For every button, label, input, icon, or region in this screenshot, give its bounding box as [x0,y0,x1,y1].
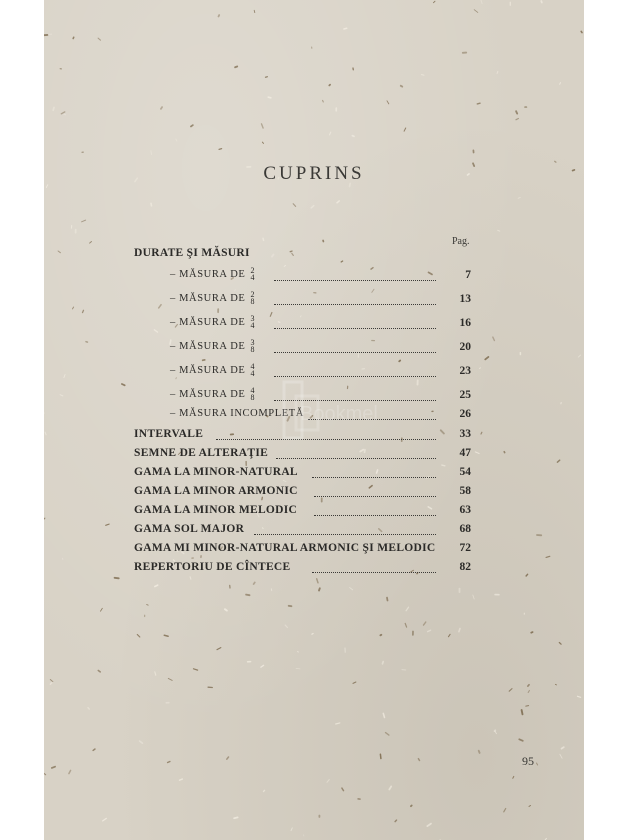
paper-speck [485,357,488,360]
paper-speck [424,622,426,625]
paper-speck [477,103,480,104]
toc-leader-dots [274,310,436,329]
toc-page-number: 25 [459,389,471,401]
time-signature: 2 4 [250,265,256,282]
toc-label: GAMA LA MINOR-NATURAL [134,466,298,478]
paper-speck [234,817,238,818]
toc-page-number: 68 [459,523,471,535]
toc-page-number: 63 [459,504,471,516]
paper-speck [161,107,162,109]
paper-speck [323,100,324,102]
paper-speck [235,67,237,68]
paper-speck [562,747,564,749]
paper-speck [151,151,152,155]
paper-speck [459,629,460,632]
paper-speck [50,680,53,682]
paper-speck [176,139,177,141]
paper-speck [50,682,52,684]
toc-label: – MĂSURA DE 2 4 [170,265,256,282]
toc-label: – MĂSURA DE 3 8 [170,337,256,354]
time-signature: 4 4 [250,361,256,378]
toc-label: – MĂSURA INCOMPLETĂ [170,408,304,419]
paper-speck [411,806,412,807]
paper-speck [83,310,84,312]
paper-speck [262,124,264,128]
paper-speck [317,579,318,583]
paper-speck [386,733,389,736]
paper-speck [406,607,408,611]
time-signature: 2 8 [250,289,256,306]
time-signature: 4 8 [250,385,256,402]
paper-speck [311,206,314,208]
paper-speck [387,598,388,601]
paper-speck [389,786,391,789]
toc-label: GAMA LA MINOR ARMONIC [134,485,298,497]
paper-speck [293,204,295,207]
paper-speck [190,577,191,579]
paper-speck [427,824,431,827]
paper-speck [578,696,581,697]
toc-leader-dots [314,478,436,497]
toc-page-number: 82 [459,561,471,573]
paper-speck [227,757,229,759]
paper-speck [513,776,514,778]
paper-speck [90,242,92,244]
paper-speck [291,828,292,831]
paper-speck [434,1,436,3]
paper-speck [155,585,158,586]
paper-speck [418,759,419,761]
toc-page-number: 16 [459,317,471,329]
paper-speck [53,108,54,111]
toc-page-number: 58 [459,485,471,497]
paper-speck [73,37,74,38]
paper-speck [268,97,271,98]
toc-label: REPERTORIU DE CÎNTECE [134,561,291,573]
paper-speck [88,708,89,710]
paper-speck [168,678,172,680]
toc-label: GAMA SOL MAJOR [134,523,245,535]
paper-speck [164,635,168,636]
toc-leader-dots [254,516,436,535]
toc-leader-dots [312,459,436,478]
paper-speck [504,809,506,812]
paper-speck [541,1,542,2]
paper-speck [509,689,512,692]
toc-page-number: 33 [459,428,471,440]
toc-label: GAMA LA MINOR MELODIC [134,504,298,516]
paper-speck [264,790,265,791]
paper-speck [498,230,500,231]
paper-speck [180,779,183,780]
paper-speck [140,741,143,743]
paper-speck [101,608,103,611]
paper-speck [69,770,71,773]
paper-speck [319,588,320,590]
paper-speck [560,754,562,758]
toc-row-repertoriu [44,558,584,576]
toc-leader-dots [274,334,436,353]
paper-speck [352,136,354,137]
toc-page-number: 13 [459,293,471,305]
watermark-logo [260,376,380,446]
toc-row-masura-2-8 [44,290,584,308]
paper-speck [560,83,561,85]
toc-row-durate [44,244,584,262]
paper-speck [46,185,48,188]
toc-label: SEMNE DE ALTERAŢIE [134,447,269,459]
paper-speck [387,101,389,104]
toc-page-number: 23 [459,365,471,377]
paper-speck [61,112,65,114]
toc-page-number: 72 [459,542,471,554]
toc-page-number: 20 [459,341,471,353]
paper-speck [217,648,221,650]
paper-speck [336,723,340,724]
paper-speck [298,652,299,653]
paper-speck [262,142,263,143]
paper-speck [404,128,406,131]
paper-speck [194,669,198,670]
paper-speck [522,710,523,714]
paper-speck [528,691,529,693]
paper-speck [98,671,100,672]
paper-speck [93,749,95,750]
paper-speck [191,125,193,126]
paper-speck [481,0,482,3]
paper-speck [219,149,222,150]
toc-row-masura-2-4 [44,266,584,284]
toc-page-number: 54 [459,466,471,478]
paper-speck [529,806,531,807]
paper-speck [52,767,55,768]
paper-speck [266,77,268,78]
toc-page-number: 26 [459,408,471,420]
toc-label: – MĂSURA DE 4 8 [170,385,256,402]
paper-speck [261,665,264,667]
paper-speck [428,630,431,631]
paper-speck [581,31,582,32]
paper-speck [537,763,538,765]
paper-speck [479,751,480,753]
paper-speck [44,773,46,774]
paper-speck [254,582,255,584]
paper-speck [285,625,287,627]
paper-speck [526,706,529,707]
paper-speck [246,595,249,596]
paper-speck [263,238,264,240]
toc-leader-dots [312,554,436,573]
toc-leader-dots [274,286,436,305]
paper-speck [449,634,451,636]
paper-speck [312,634,313,635]
paper-speck [555,684,556,685]
toc-label: GAMA MI MINOR-NATURAL ARMONIC ŞI MELODIC [134,542,436,554]
paper-speck [518,198,520,199]
paper-speck [344,28,347,29]
paper-speck [401,86,402,87]
paper-speck [528,685,529,687]
folio-page-number: 95 [522,754,534,768]
paper-speck [225,609,227,610]
toc-leader-dots [314,497,436,516]
toc-row-masura-3-8 [44,338,584,356]
toc-leader-dots [274,358,436,377]
paper-speck [329,85,330,86]
paper-speck [327,780,329,783]
svg-text:Bookmel: Bookmel [300,403,378,425]
page-column-header: Pag. [452,236,470,247]
paper-speck [495,731,496,733]
paper-speck [342,788,344,791]
paper-speck [380,635,381,636]
paper-speck [516,119,518,120]
paper-speck [103,818,107,821]
paper-speck [497,72,498,74]
paper-speck [168,762,170,763]
paper-speck [350,588,353,590]
time-signature: 3 4 [250,313,256,330]
paper-speck [422,75,424,76]
paper-speck [559,643,561,645]
paper-speck [155,672,156,676]
paper-speck [254,10,255,12]
paper-speck [531,632,532,633]
toc-page-number: 7 [465,269,471,281]
paper-speck [330,132,331,135]
paper-speck [147,605,149,606]
toc-label: – MĂSURA DE 3 4 [170,313,256,330]
paper-speck [151,203,152,206]
paper-speck [473,595,474,599]
paper-speck [516,111,517,113]
paper-speck [519,739,523,741]
paper-speck [337,201,339,203]
toc-label: – MĂSURA DE 4 4 [170,361,256,378]
toc-label: DURATE ŞI MĂSURI [134,247,250,259]
toc-label: INTERVALE [134,428,204,440]
toc-label: – MĂSURA DE 2 8 [170,289,256,306]
toc-leader-dots [274,262,436,281]
paper-speck [405,623,406,627]
paper-speck [137,635,140,638]
paper-speck [353,682,356,683]
paper-speck [380,754,381,758]
paper-speck [383,662,384,664]
paper-speck [115,578,119,579]
book-page [44,0,584,840]
paper-speck [82,220,86,222]
paper-speck [383,713,384,717]
toc-row-gama-sol-major [44,520,584,538]
paper-speck [474,10,478,13]
page-title: CUPRINS [263,163,365,184]
toc-page-number: 47 [459,447,471,459]
toc-row-masura-3-4 [44,314,584,332]
time-signature: 3 8 [250,337,256,354]
paper-speck [296,668,300,669]
paper-speck [219,15,220,17]
paper-speck [98,38,100,40]
paper-speck [395,820,396,822]
